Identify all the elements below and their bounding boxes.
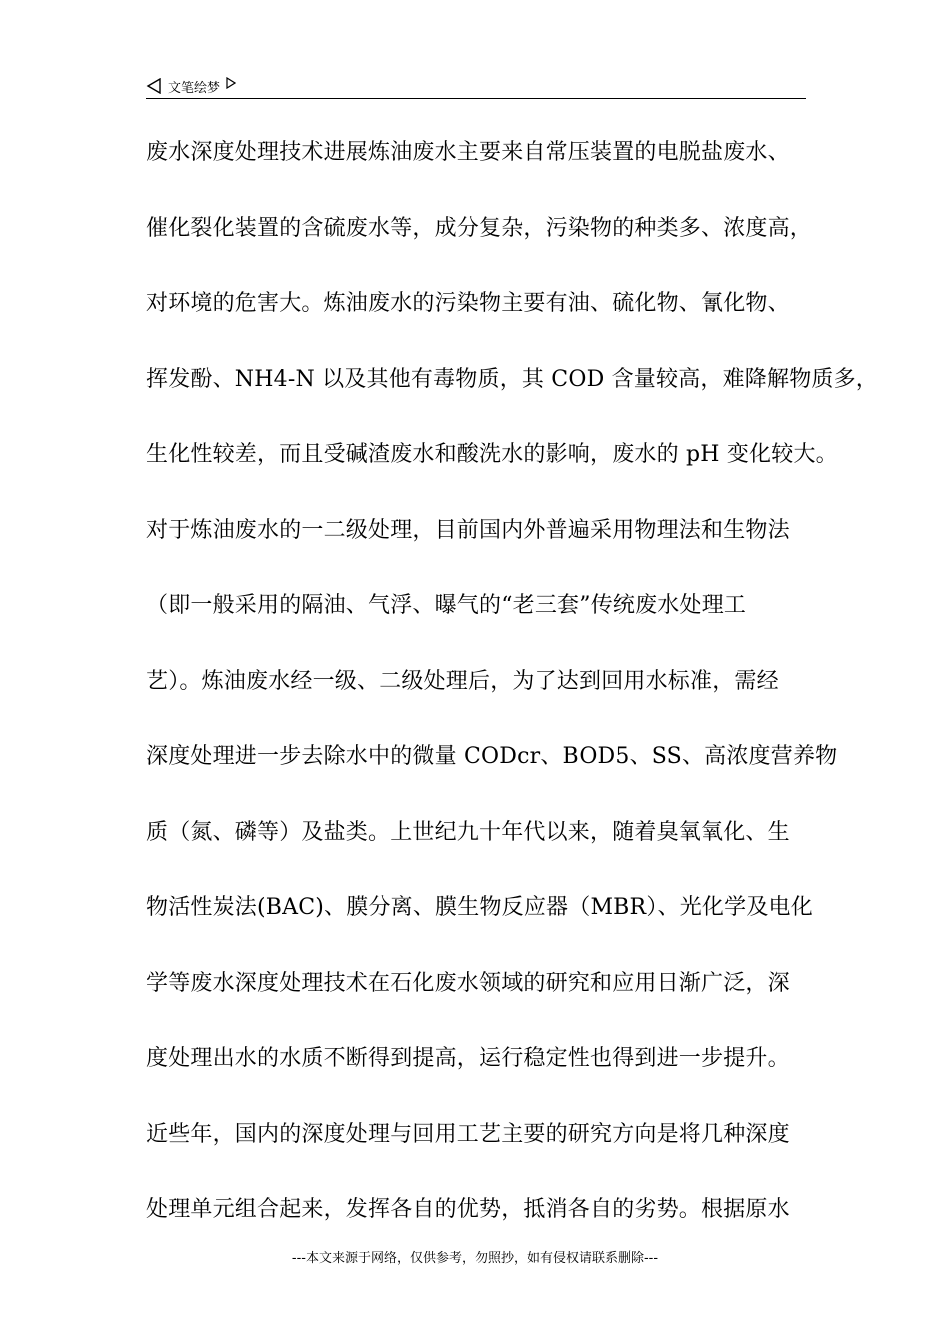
body-line: 深度处理进一步去除水中的微量 CODcr、BOD5、SS、高浓度营养物 bbox=[146, 744, 838, 769]
body-line: 学等废水深度处理技术在石化废水领域的研究和应用日渐广泛，深 bbox=[146, 970, 790, 996]
triangle-right-icon bbox=[226, 77, 236, 89]
body-line: 挥发酚、NH4-N 以及其他有毒物质，其 COD 含量较高，难降解物质多， bbox=[146, 366, 879, 392]
body-line: 物活性炭法(BAC)、膜分离、膜生物反应器（MBR）、光化学及电化 bbox=[146, 895, 813, 920]
document-body bbox=[146, 130, 879, 1263]
footer-notice: ---本文来源于网络，仅供参考，勿照抄，如有侵权请联系删除--- bbox=[291, 1251, 659, 1266]
triangle-left-icon bbox=[146, 78, 162, 94]
body-line: 对于炼油废水的一二级处理，目前国内外普遍采用物理法和生物法 bbox=[146, 517, 790, 543]
body-line: （即一般采用的隔油、气浮、曝气的“老三套”传统废水处理工 bbox=[146, 593, 747, 618]
body-line: 近些年，国内的深度处理与回用工艺主要的研究方向是将几种深度 bbox=[146, 1121, 790, 1147]
body-line: 质（氮、磷等）及盐类。上世纪九十年代以来，随着臭氧氧化、生 bbox=[146, 819, 790, 845]
body-line: 处理单元组合起来，发挥各自的优势，抵消各自的劣势。根据原水 bbox=[146, 1197, 790, 1222]
header-title: 文笔绘梦 bbox=[168, 80, 221, 96]
body-line: 废水深度处理技术进展炼油废水主要来自常压装置的电脱盐废水、 bbox=[146, 140, 790, 165]
body-line: 艺）。炼油废水经一级、二级处理后，为了达到回用水标准，需经 bbox=[146, 668, 779, 694]
body-line: 生化性较差，而且受碱渣废水和酸洗水的影响，废水的 pH 变化较大。 bbox=[146, 442, 838, 467]
body-line: 对环境的危害大。炼油废水的污染物主要有油、硫化物、氰化物、 bbox=[146, 291, 790, 316]
body-line: 度处理出水的水质不断得到提高，运行稳定性也得到进一步提升。 bbox=[146, 1046, 790, 1071]
header-divider bbox=[146, 98, 806, 99]
page-header bbox=[146, 74, 806, 98]
body-line: 催化裂化装置的含硫废水等，成分复杂，污染物的种类多、浓度高， bbox=[146, 215, 813, 241]
